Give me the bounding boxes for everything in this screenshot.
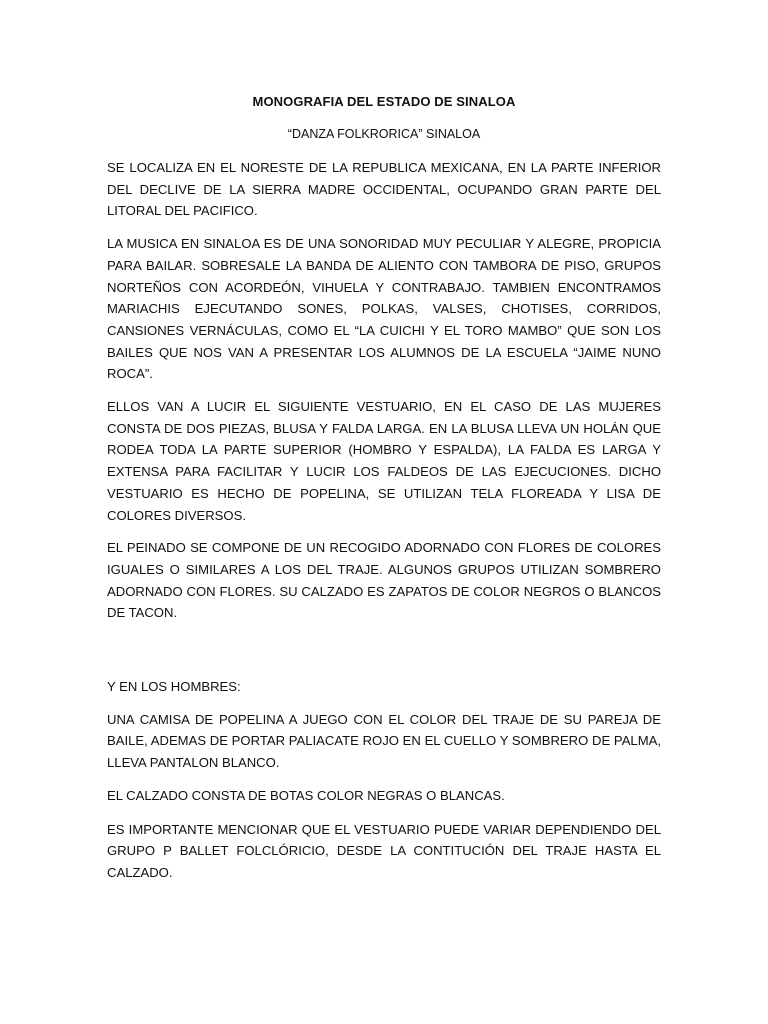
document-body: [107, 92, 661, 884]
paragraph-variation-note: ES IMPORTANTE MENCIONAR QUE EL VESTUARIO PUEDE VARIAR DEPENDIENDO DEL GRUPO P BALLET FOLCLÓRICIO, DESDE LA CONTITUCIÓN DEL TRAJE HASTA EL CALZADO.: [107, 821, 661, 880]
paragraph-location: SE LOCALIZA EN EL NORESTE DE LA REPUBLICA MEXICANA, EN LA PARTE INFERIOR DEL DECLIVE DE LA SIERRA MADRE OCCIDENTAL, OCUPANDO GRAN PARTE DEL LITORAL DEL PACIFICO.: [107, 160, 661, 219]
paragraph-footwear: EL CALZADO CONSTA DE BOTAS COLOR NEGRAS O BLANCAS.: [107, 787, 505, 803]
paragraph-women-costume: ELLOS VAN A LUCIR EL SIGUIENTE VESTUARIO, EN EL CASO DE LAS MUJERES CONSTA DE DOS PIEZAS, BLUSA Y FALDA LARGA. EN LA BLUSA LLEVA UN HOLÁN QUE RODEA TODA LA PARTE SUPERIOR (HOMBRO Y ESPALDA), LA FALDA ES LARGA Y EXTENSA PARA FACILITAR Y LUCIR LOS FALDEOS DE LAS EJECUCIONES. DICHO VESTUARIO ES HECHO DE POPELINA, SE UTILIZAN TELA FLOREADA Y LISA DE COLORES DIVERSOS.: [107, 399, 661, 523]
paragraph-hairstyle: EL PEINADO SE COMPONE DE UN RECOGIDO ADORNADO CON FLORES DE COLORES IGUALES O SIMILARES A LOS DEL TRAJE. ALGUNOS GRUPOS UTILIZAN SOMBRERO ADORNADO CON FLORES. SU CALZADO ES ZAPATOS DE COLOR NEGROS O BLANCOS DE TACON.: [107, 540, 661, 621]
paragraph-men-heading: Y EN LOS HOMBRES:: [107, 679, 241, 695]
paragraph-music: LA MUSICA EN SINALOA ES DE UNA SONORIDAD MUY PECULIAR Y ALEGRE, PROPICIA PARA BAILAR. SOBRESALE LA BANDA DE ALIENTO CON TAMBORA DE PISO, GRUPOS NORTEÑOS CON ACORDEÓN, VIHUELA Y CONTRABAJO. TAMBIEN ENCONTRAMOS MARIACHIS EJECUTANDO SONES, POLKAS, VALSES, CHOTISES, CORRIDOS, CANSIONES VERNÁCULAS, COMO EL “LA CUICHI Y EL TORO MAMBO” QUE SON LOS BAILES QUE NOS VAN A PRESENTAR LOS ALUMNOS DE LA ESCUELA “JAIME NUNO ROCA”.: [107, 236, 661, 382]
document-subtitle: “DANZA FOLKRORICA” SINALOA: [287, 127, 481, 141]
paragraph-men-costume: UNA CAMISA DE POPELINA A JUEGO CON EL COLOR DEL TRAJE DE SU PAREJA DE BAILE, ADEMAS DE PORTAR PALIACATE ROJO EN EL CUELLO Y SOMBRERO DE PALMA, LLEVA PANTALON BLANCO.: [107, 711, 661, 771]
document-title: MONOGRAFIA DEL ESTADO DE SINALOA: [252, 94, 516, 109]
